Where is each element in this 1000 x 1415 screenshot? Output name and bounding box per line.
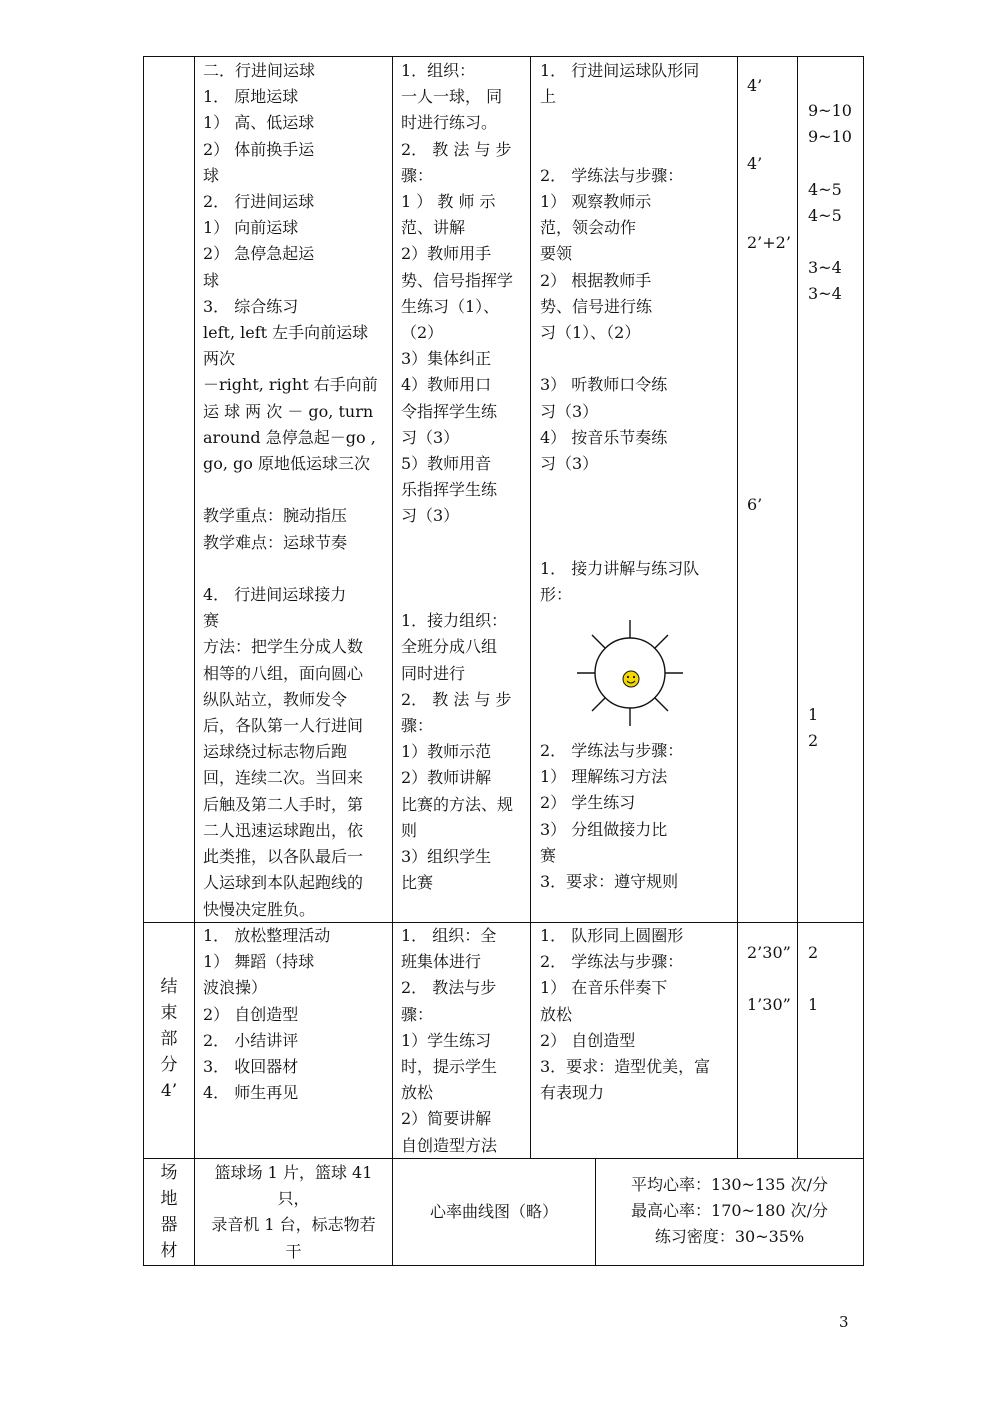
- reps-entry: 3~4: [808, 284, 842, 303]
- teacher-line: 则: [401, 820, 418, 840]
- end-teacher-line: 2． 教法与步: [401, 978, 497, 998]
- end-teacher-line: 1． 组织：全: [401, 926, 497, 945]
- teacher-line: 1．接力组织：: [401, 611, 508, 631]
- teacher-line: 令指挥学生练: [401, 401, 498, 421]
- end-label-char: 4’: [160, 1081, 178, 1101]
- table-bottom-border: [143, 1265, 864, 1266]
- end-teacher-line: 2）简要讲解: [401, 1109, 492, 1129]
- activity-line: 1． 原地运球: [203, 87, 299, 107]
- row-divider-venue: [143, 1158, 864, 1159]
- student-line: 4） 按音乐节奏练: [540, 427, 668, 447]
- stats-line: 最高心率：170~180 次/分: [631, 1201, 828, 1221]
- student-line: 习（1）、（2）: [540, 323, 641, 343]
- teacher-line: 习（3）: [401, 506, 460, 526]
- activity-line: 方法：把学生分成人数: [203, 637, 364, 657]
- activity-line: 此类推，以各队最后一: [203, 847, 364, 867]
- reps-entry: 1: [808, 705, 819, 724]
- end-activity-line: 1． 放松整理活动: [203, 926, 331, 945]
- teacher-line: 全班分成八组: [401, 637, 498, 657]
- activity-line: 1） 向前运球: [203, 218, 299, 238]
- student-line: 1） 理解练习方法: [540, 767, 668, 787]
- end-student-column: [540, 923, 710, 1106]
- activity-line: 运球绕过标志物后跑: [203, 742, 348, 762]
- teacher-line: 同时进行: [401, 663, 466, 683]
- teacher-line: 比赛的方法、规: [401, 794, 514, 814]
- activity-content-column: [203, 58, 378, 923]
- end-reps-entry: 2: [808, 943, 819, 962]
- activity-line: 两次: [203, 349, 236, 369]
- time-entry: 2’+2’: [747, 233, 791, 252]
- student-line: 势、信号进行练: [540, 296, 653, 316]
- end-time-entry: 1’30”: [747, 995, 791, 1014]
- end-label-char: 束: [160, 1003, 178, 1023]
- teacher-line: [401, 530, 513, 556]
- col-divider-2: [392, 56, 393, 1266]
- end-label-char: 分: [160, 1055, 178, 1075]
- end-label-char: 部: [160, 1029, 178, 1049]
- activity-line: －right, right 右手向前: [203, 375, 378, 395]
- equipment-line: 录音机 1 台，标志物若: [211, 1215, 376, 1235]
- table-right-border: [863, 56, 864, 1266]
- equipment-line: 只，: [277, 1189, 310, 1209]
- teacher-line: 1 ） 教 师 示: [401, 192, 496, 212]
- student-line: 2） 根据教师手: [540, 270, 652, 290]
- end-section-label: [147, 974, 191, 1104]
- end-student-line: 2） 自创造型: [540, 1030, 636, 1050]
- reps-entry: 9~10: [808, 101, 852, 120]
- student-line: 1． 行进间运球队形同: [540, 61, 700, 80]
- student-line: 1． 接力讲解与练习队: [540, 558, 700, 578]
- activity-line: around 急停急起－go ,: [203, 427, 376, 447]
- student-line: 3） 分组做接力比: [540, 819, 668, 839]
- formation-line-se: [655, 698, 668, 711]
- student-line: 习（3）: [540, 454, 599, 474]
- student-line: 上: [540, 87, 557, 107]
- student-line: [540, 530, 699, 556]
- time-entry: 6’: [747, 495, 763, 514]
- teacher-line: 4）教师用口: [401, 375, 492, 395]
- col-divider-3: [530, 56, 531, 1159]
- end-teacher-line: 骤：: [401, 1004, 434, 1024]
- teacher-line: 一人一球， 同: [401, 87, 503, 107]
- teacher-line: [401, 556, 513, 582]
- heart-rate-stats: [596, 1172, 863, 1251]
- student-line: 赛: [540, 845, 557, 865]
- end-student-line: 1） 在音乐伴奏下: [540, 978, 668, 998]
- time-entry: 4’: [747, 154, 763, 173]
- teacher-line: 势、信号指挥学: [401, 270, 514, 290]
- end-activity-line: 4． 师生再见: [203, 1083, 299, 1103]
- equipment-line: 篮球场 1 片，篮球 41: [214, 1163, 373, 1182]
- venue-equipment-content: [196, 1160, 391, 1265]
- venue-label-char: 器: [160, 1215, 178, 1235]
- end-reps-entry: 1: [808, 995, 819, 1014]
- activity-line: 3． 综合练习: [203, 296, 299, 316]
- relay-formation-diagram: [575, 618, 685, 728]
- activity-line: 纵队站立，教师发令: [203, 689, 348, 709]
- heart-rate-curve-note: 心率曲线图（略）: [429, 1202, 558, 1221]
- activity-line: 赛: [203, 611, 220, 631]
- activity-line: 二．行进间运球: [203, 61, 316, 80]
- teacher-line: 1．组织：: [401, 61, 476, 80]
- end-teacher-line: 时，提示学生: [401, 1057, 498, 1077]
- teacher-line: 习（3）: [401, 427, 460, 447]
- stats-line: 平均心率：130~135 次/分: [631, 1175, 828, 1194]
- activity-line: 后，各队第一人行进间: [203, 716, 364, 736]
- activity-line: 快慢决定胜负。: [203, 899, 316, 919]
- teacher-method-column: [401, 58, 513, 897]
- student-line: 习（3）: [540, 401, 599, 421]
- end-activity-line: 3． 收回器材: [203, 1057, 299, 1077]
- table-top-border: [143, 56, 864, 57]
- student-method-column: [540, 58, 699, 608]
- activity-line: 球: [203, 165, 220, 185]
- activity-line: 教学重点：腕动指压: [203, 506, 348, 526]
- teacher-line: 生练习（1）、: [401, 296, 500, 316]
- student-line: [540, 346, 699, 372]
- activity-line: 2． 行进间运球: [203, 192, 315, 212]
- teacher-line: 5）教师用音: [401, 454, 492, 474]
- student-line: 2． 学练法与步骤：: [540, 165, 684, 185]
- student-line: [540, 477, 699, 503]
- end-activity-column: [203, 923, 330, 1106]
- end-student-line: 放松: [540, 1004, 573, 1024]
- teacher-line: 3）组织学生: [401, 847, 492, 867]
- activity-line: 人运球到本队起跑线的: [203, 873, 364, 893]
- activity-line: 教学难点：运球节奏: [203, 532, 348, 552]
- activity-line: [203, 477, 378, 503]
- end-label-char: 结: [160, 977, 178, 997]
- activity-line: 后触及第二人手时，第: [203, 794, 364, 814]
- teacher-line: 3）集体纠正: [401, 349, 492, 369]
- end-time-entry: 2’30”: [747, 943, 791, 962]
- formation-line-ne: [655, 635, 668, 648]
- venue-equipment-label: [147, 1160, 191, 1264]
- end-teacher-column: [401, 923, 497, 1159]
- activity-line: 运 球 两 次 － go, turn: [203, 401, 374, 421]
- end-activity-line: 2） 自创造型: [203, 1004, 299, 1024]
- activity-line: 4． 行进间运球接力: [203, 585, 347, 605]
- student-line: 3．要求：遵守规则: [540, 872, 679, 892]
- col-divider-5: [797, 56, 798, 1159]
- teacher-line: 1）教师示范: [401, 742, 492, 762]
- end-activity-line: 波浪操）: [203, 978, 268, 998]
- equipment-line: 干: [285, 1241, 302, 1261]
- activity-line: 回，连续二次。当回来: [203, 768, 364, 788]
- teacher-line: 范、讲解: [401, 218, 466, 238]
- time-entry: 4’: [747, 76, 763, 95]
- table-left-border: [143, 56, 144, 1266]
- end-teacher-line: 放松: [401, 1083, 434, 1103]
- teacher-line: （2）: [401, 323, 444, 343]
- student-line: 2． 学练法与步骤：: [540, 741, 684, 760]
- activity-line: go, go 原地低运球三次: [203, 454, 371, 474]
- end-activity-line: 1） 舞蹈（持球: [203, 952, 315, 972]
- activity-line: left, left 左手向前运球: [203, 323, 369, 343]
- student-method-column-relay: [540, 738, 683, 895]
- student-line: 2） 学生练习: [540, 793, 636, 813]
- reps-entry: 3~4: [808, 258, 842, 277]
- teacher-line: 2． 教 法 与 步: [401, 689, 512, 709]
- col-divider-1: [194, 56, 195, 1266]
- formation-line-nw: [592, 635, 605, 648]
- student-line: 1） 观察教师示: [540, 192, 652, 212]
- student-line: [540, 503, 699, 529]
- venue-label-char: 材: [160, 1241, 178, 1261]
- venue-label-char: 地: [160, 1189, 178, 1209]
- teacher-line: 比赛: [401, 873, 434, 893]
- col-divider-4: [737, 56, 738, 1159]
- teacher-line: 骤：: [401, 165, 434, 185]
- end-student-line: 2． 学练法与步骤：: [540, 952, 684, 972]
- end-activity-line: 2． 小结讲评: [203, 1030, 299, 1050]
- student-line: 范，领会动作: [540, 218, 637, 238]
- reps-entry: 4~5: [808, 206, 842, 225]
- teacher-line: 骤：: [401, 716, 434, 736]
- activity-line: 1） 高、低运球: [203, 113, 315, 133]
- teacher-line: 时进行练习。: [401, 113, 498, 133]
- smiley-icon: [623, 671, 639, 687]
- teacher-line: [401, 582, 513, 608]
- teacher-line: 2）教师用手: [401, 244, 492, 264]
- page-number: 3: [839, 1313, 849, 1331]
- activity-line: 二人迅速运球跑出，依: [203, 820, 364, 840]
- stats-line: 练习密度：30~35%: [654, 1227, 805, 1247]
- venue-label-char: 场: [160, 1163, 178, 1183]
- activity-line: 2） 体前换手运: [203, 139, 315, 159]
- student-line: 要领: [540, 244, 573, 264]
- student-line: [540, 110, 699, 136]
- teacher-line: 乐指挥学生练: [401, 480, 498, 500]
- end-student-line: 3．要求：造型优美，富: [540, 1057, 711, 1077]
- student-line: 形：: [540, 585, 573, 605]
- formation-line-sw: [592, 698, 605, 711]
- activity-line: [203, 556, 378, 582]
- end-student-line: 有表现力: [540, 1083, 605, 1103]
- activity-line: 2） 急停急起运: [203, 244, 315, 264]
- teacher-line: 2）教师讲解: [401, 768, 492, 788]
- student-line: 3） 听教师口令练: [540, 375, 668, 395]
- activity-line: 相等的八组，面向圆心: [203, 663, 364, 683]
- teacher-line: 2． 教 法 与 步: [401, 139, 512, 159]
- end-teacher-line: 1）学生练习: [401, 1030, 492, 1050]
- reps-entry: 4~5: [808, 180, 842, 199]
- end-teacher-line: 自创造型方法: [401, 1135, 498, 1155]
- end-teacher-line: 班集体进行: [401, 952, 482, 972]
- end-student-line: 1． 队形同上圆圈形: [540, 926, 684, 945]
- student-line: [540, 137, 699, 163]
- reps-entry: 2: [808, 731, 819, 750]
- activity-line: 球: [203, 270, 220, 290]
- reps-entry: 9~10: [808, 127, 852, 146]
